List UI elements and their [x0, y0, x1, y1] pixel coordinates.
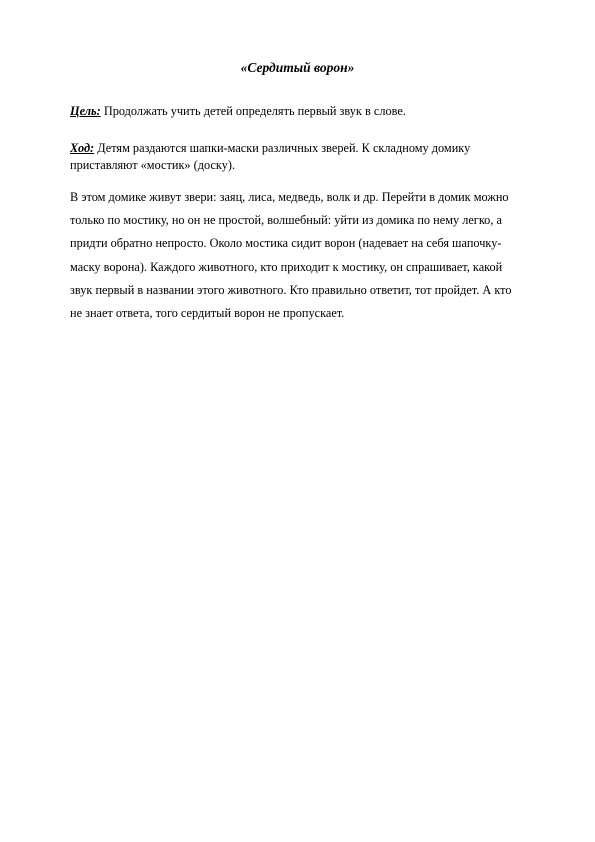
story-paragraph [70, 186, 562, 325]
story-line-5: звук первый в названии этого животного. Кто правильно ответит, тот пройдет. А кто [70, 282, 512, 297]
story-line-3: придти обратно непросто. Около мостика сидит ворон (надевает на себя шапочку- [70, 236, 502, 251]
course-line-1 [70, 140, 562, 157]
course-paragraph [70, 140, 562, 174]
document-title: «Сердитый ворон» [240, 60, 355, 75]
course-text-1: Детям раздаются шапки-маски различных зверей. К складному домику [94, 141, 471, 155]
story-line-1: В этом домике живут звери: заяц, лиса, медведь, волк и др. Перейти в домик можно [70, 190, 509, 204]
course-label: Ход: [70, 141, 95, 155]
story-line-6: не знает ответа, того сердитый ворон не пропускает. [70, 306, 345, 321]
goal-paragraph [70, 103, 562, 119]
story-line-4: маску ворона). Каждого животного, кто приходит к мостику, он спрашивает, какой [70, 259, 503, 274]
course-line-2: приставляют «мостик» (доску). [70, 158, 236, 172]
story-line-2: только по мостику, но он не простой, волшебный: уйти из домика по нему легко, а [70, 213, 502, 228]
goal-label: Цель: [70, 104, 101, 118]
goal-text: Продолжать учить детей определять первый звук в слове. [100, 104, 406, 118]
